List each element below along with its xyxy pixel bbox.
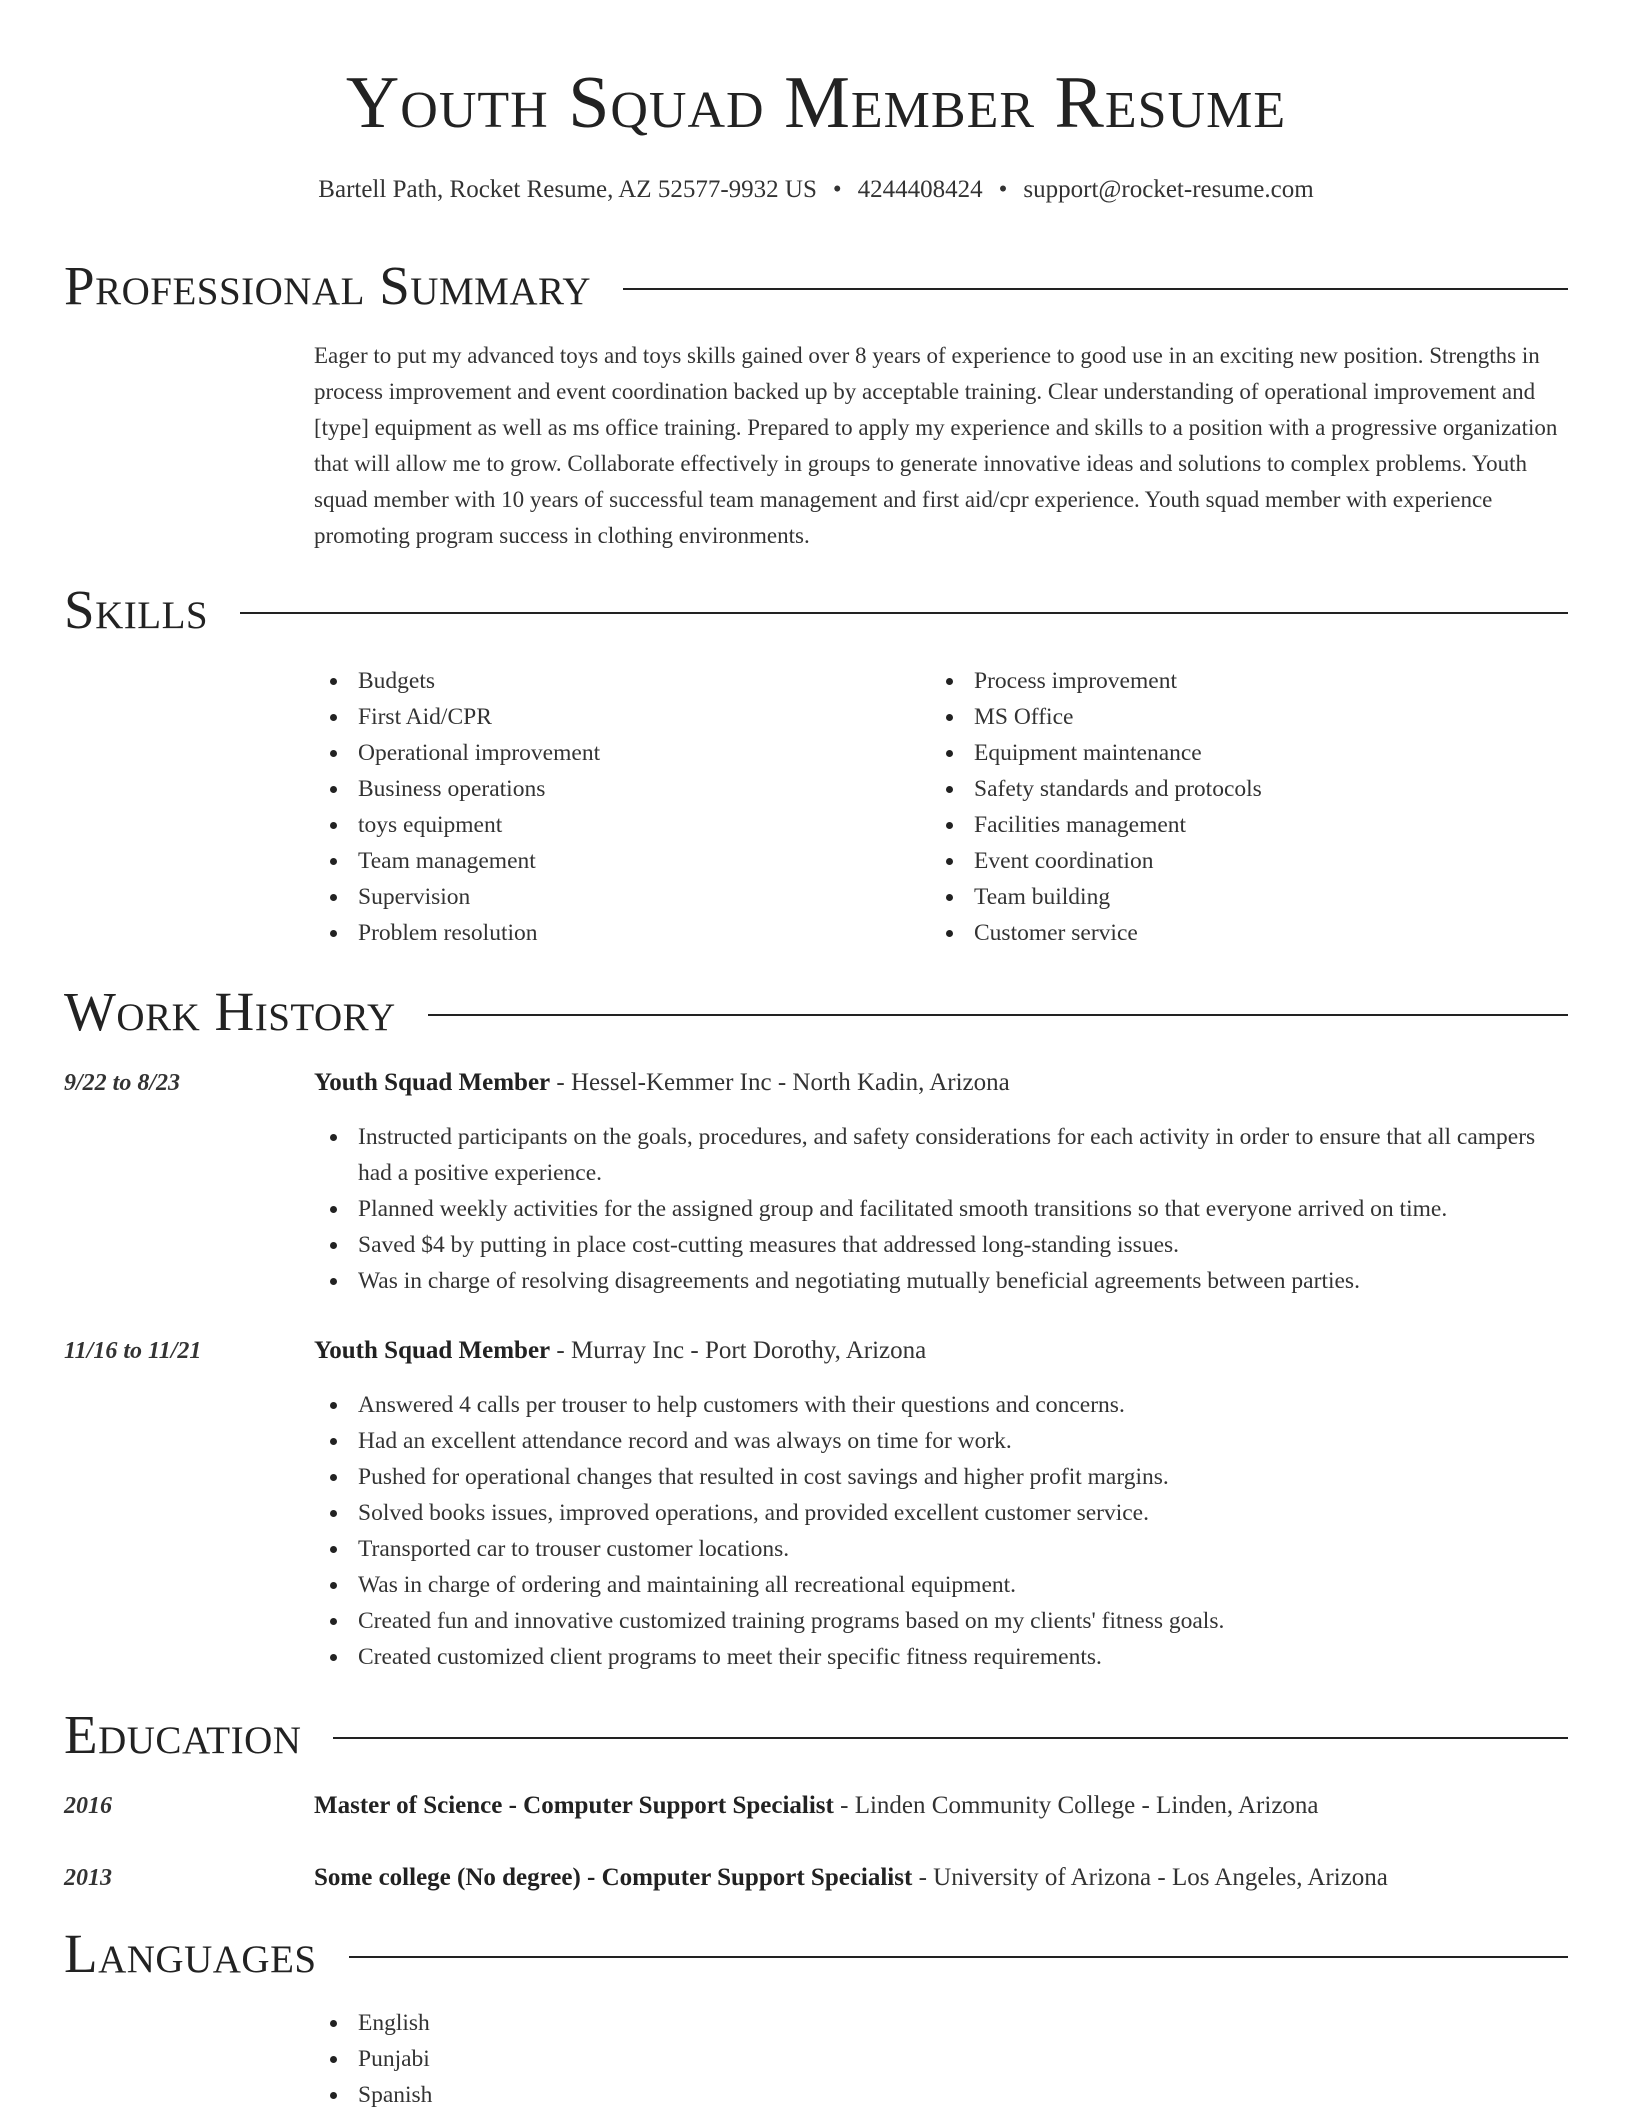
- education-school: - Linden Community College - Linden, Arizona: [833, 1792, 1319, 1819]
- skill-item: Process improvement: [930, 663, 1530, 699]
- skills-heading: Skills: [64, 579, 209, 640]
- education-year: 2013: [64, 1865, 112, 1891]
- contact-address: Bartell Path, Rocket Resume, AZ 52577-9932 US: [318, 176, 817, 203]
- job-duty-item: Instructed participants on the goals, procedures, and safety considerations for each activity in order to ensure that all campers had a positive experience.: [314, 1119, 1568, 1191]
- section-divider: [333, 1737, 1568, 1739]
- job-employer: - Hessel-Kemmer Inc - North Kadin, Arizona: [550, 1069, 1010, 1096]
- education-line: [314, 1788, 1568, 1824]
- language-item: Spanish: [314, 2077, 1568, 2112]
- job-role: Youth Squad Member: [314, 1337, 551, 1364]
- language-item: Punjabi: [314, 2041, 1568, 2077]
- skill-item: Safety standards and protocols: [930, 771, 1530, 807]
- skill-item: Equipment maintenance: [930, 735, 1530, 771]
- skill-item: Supervision: [314, 879, 914, 915]
- language-item: English: [314, 2005, 1568, 2041]
- skill-item: Customer service: [930, 915, 1530, 951]
- skills-section-header: [64, 575, 1568, 645]
- education-section-header: [64, 1700, 1568, 1770]
- contact-line: [0, 172, 1632, 208]
- skill-item: Event coordination: [930, 843, 1530, 879]
- job-duty-item: Created customized client programs to meet their specific fitness requirements.: [314, 1639, 1568, 1675]
- contact-email[interactable]: support@rocket-resume.com: [1023, 176, 1314, 203]
- education-degree: Some college (No degree) - Computer Support Specialist: [314, 1864, 913, 1891]
- section-divider: [623, 288, 1568, 290]
- job-employer: - Murray Inc - Port Dorothy, Arizona: [550, 1337, 927, 1364]
- job-role: Youth Squad Member: [314, 1069, 551, 1096]
- section-divider: [349, 1956, 1568, 1958]
- languages-section-header: [64, 1919, 1568, 1989]
- job-dates: 9/22 to 8/23: [64, 1070, 181, 1096]
- skill-item: Operational improvement: [314, 735, 914, 771]
- job-dates: 11/16 to 11/21: [64, 1338, 202, 1364]
- job-duty-item: Solved books issues, improved operations, and provided excellent customer service.: [314, 1495, 1568, 1531]
- contact-separator: •: [832, 176, 842, 203]
- resume-title: Youth Squad Member Resume: [345, 62, 1287, 144]
- section-divider: [428, 1014, 1568, 1016]
- languages-list: [314, 2005, 1568, 2112]
- job-duty-item: Planned weekly activities for the assigned group and facilitated smooth transitions so that everyone arrived on time.: [314, 1191, 1568, 1227]
- job-duties-list: [314, 1119, 1568, 1299]
- skills-list-left: [314, 663, 914, 951]
- skill-item: MS Office: [930, 699, 1530, 735]
- skill-item: Team management: [314, 843, 914, 879]
- job-duties-list: [314, 1387, 1568, 1675]
- job-duty-item: Answered 4 calls per trouser to help customers with their questions and concerns.: [314, 1387, 1568, 1423]
- skill-item: Business operations: [314, 771, 914, 807]
- education-line: [314, 1860, 1568, 1896]
- skill-item: Facilities management: [930, 807, 1530, 843]
- job-title-line: [314, 1333, 1568, 1369]
- skill-item: Budgets: [314, 663, 914, 699]
- skill-item: First Aid/CPR: [314, 699, 914, 735]
- skill-item: toys equipment: [314, 807, 914, 843]
- job-duty-item: Transported car to trouser customer locations.: [314, 1531, 1568, 1567]
- section-divider: [240, 612, 1568, 614]
- contact-phone: 4244408424: [857, 176, 983, 203]
- education-degree: Master of Science - Computer Support Specialist: [314, 1792, 834, 1819]
- summary-text: Eager to put my advanced toys and toys skills gained over 8 years of experience to good use in an exciting new position. Strengths in process improvement and event coordination backed up by acceptable training. Clear understanding of operational improvement and [type] equipment as well as ms office training. Prepared to apply my experience and skills to a position with a progressive organization that will allow me to grow. Collaborate effectively in groups to generate innovative ideas and solutions to complex problems. Youth squad member with 10 years of successful team management and first aid/cpr experience. Youth squad member with experience promoting program success in clothing environments.: [314, 343, 1558, 548]
- education-school: - University of Arizona - Los Angeles, Arizona: [912, 1864, 1388, 1891]
- job-title-line: [314, 1065, 1568, 1101]
- work-heading: Work History: [64, 981, 396, 1042]
- job-duty-item: Was in charge of resolving disagreements and negotiating mutually beneficial agreements between parties.: [314, 1263, 1568, 1299]
- job-duty-item: Saved $4 by putting in place cost-cutting measures that addressed long-standing issues.: [314, 1227, 1568, 1263]
- skill-item: Team building: [930, 879, 1530, 915]
- skills-list-right: [930, 663, 1530, 951]
- skill-item: Problem resolution: [314, 915, 914, 951]
- work-section-header: [64, 977, 1568, 1047]
- languages-heading: Languages: [64, 1923, 317, 1984]
- summary-heading: Professional Summary: [64, 255, 592, 316]
- education-year: 2016: [64, 1793, 112, 1819]
- job-duty-item: Pushed for operational changes that resulted in cost savings and higher profit margins.: [314, 1459, 1568, 1495]
- job-duty-item: Was in charge of ordering and maintaining all recreational equipment.: [314, 1567, 1568, 1603]
- contact-separator: •: [998, 176, 1008, 203]
- education-heading: Education: [64, 1704, 302, 1765]
- job-duty-item: Created fun and innovative customized training programs based on my clients' fitness goals.: [314, 1603, 1568, 1639]
- summary-section-header: [64, 251, 1568, 321]
- job-duty-item: Had an excellent attendance record and was always on time for work.: [314, 1423, 1568, 1459]
